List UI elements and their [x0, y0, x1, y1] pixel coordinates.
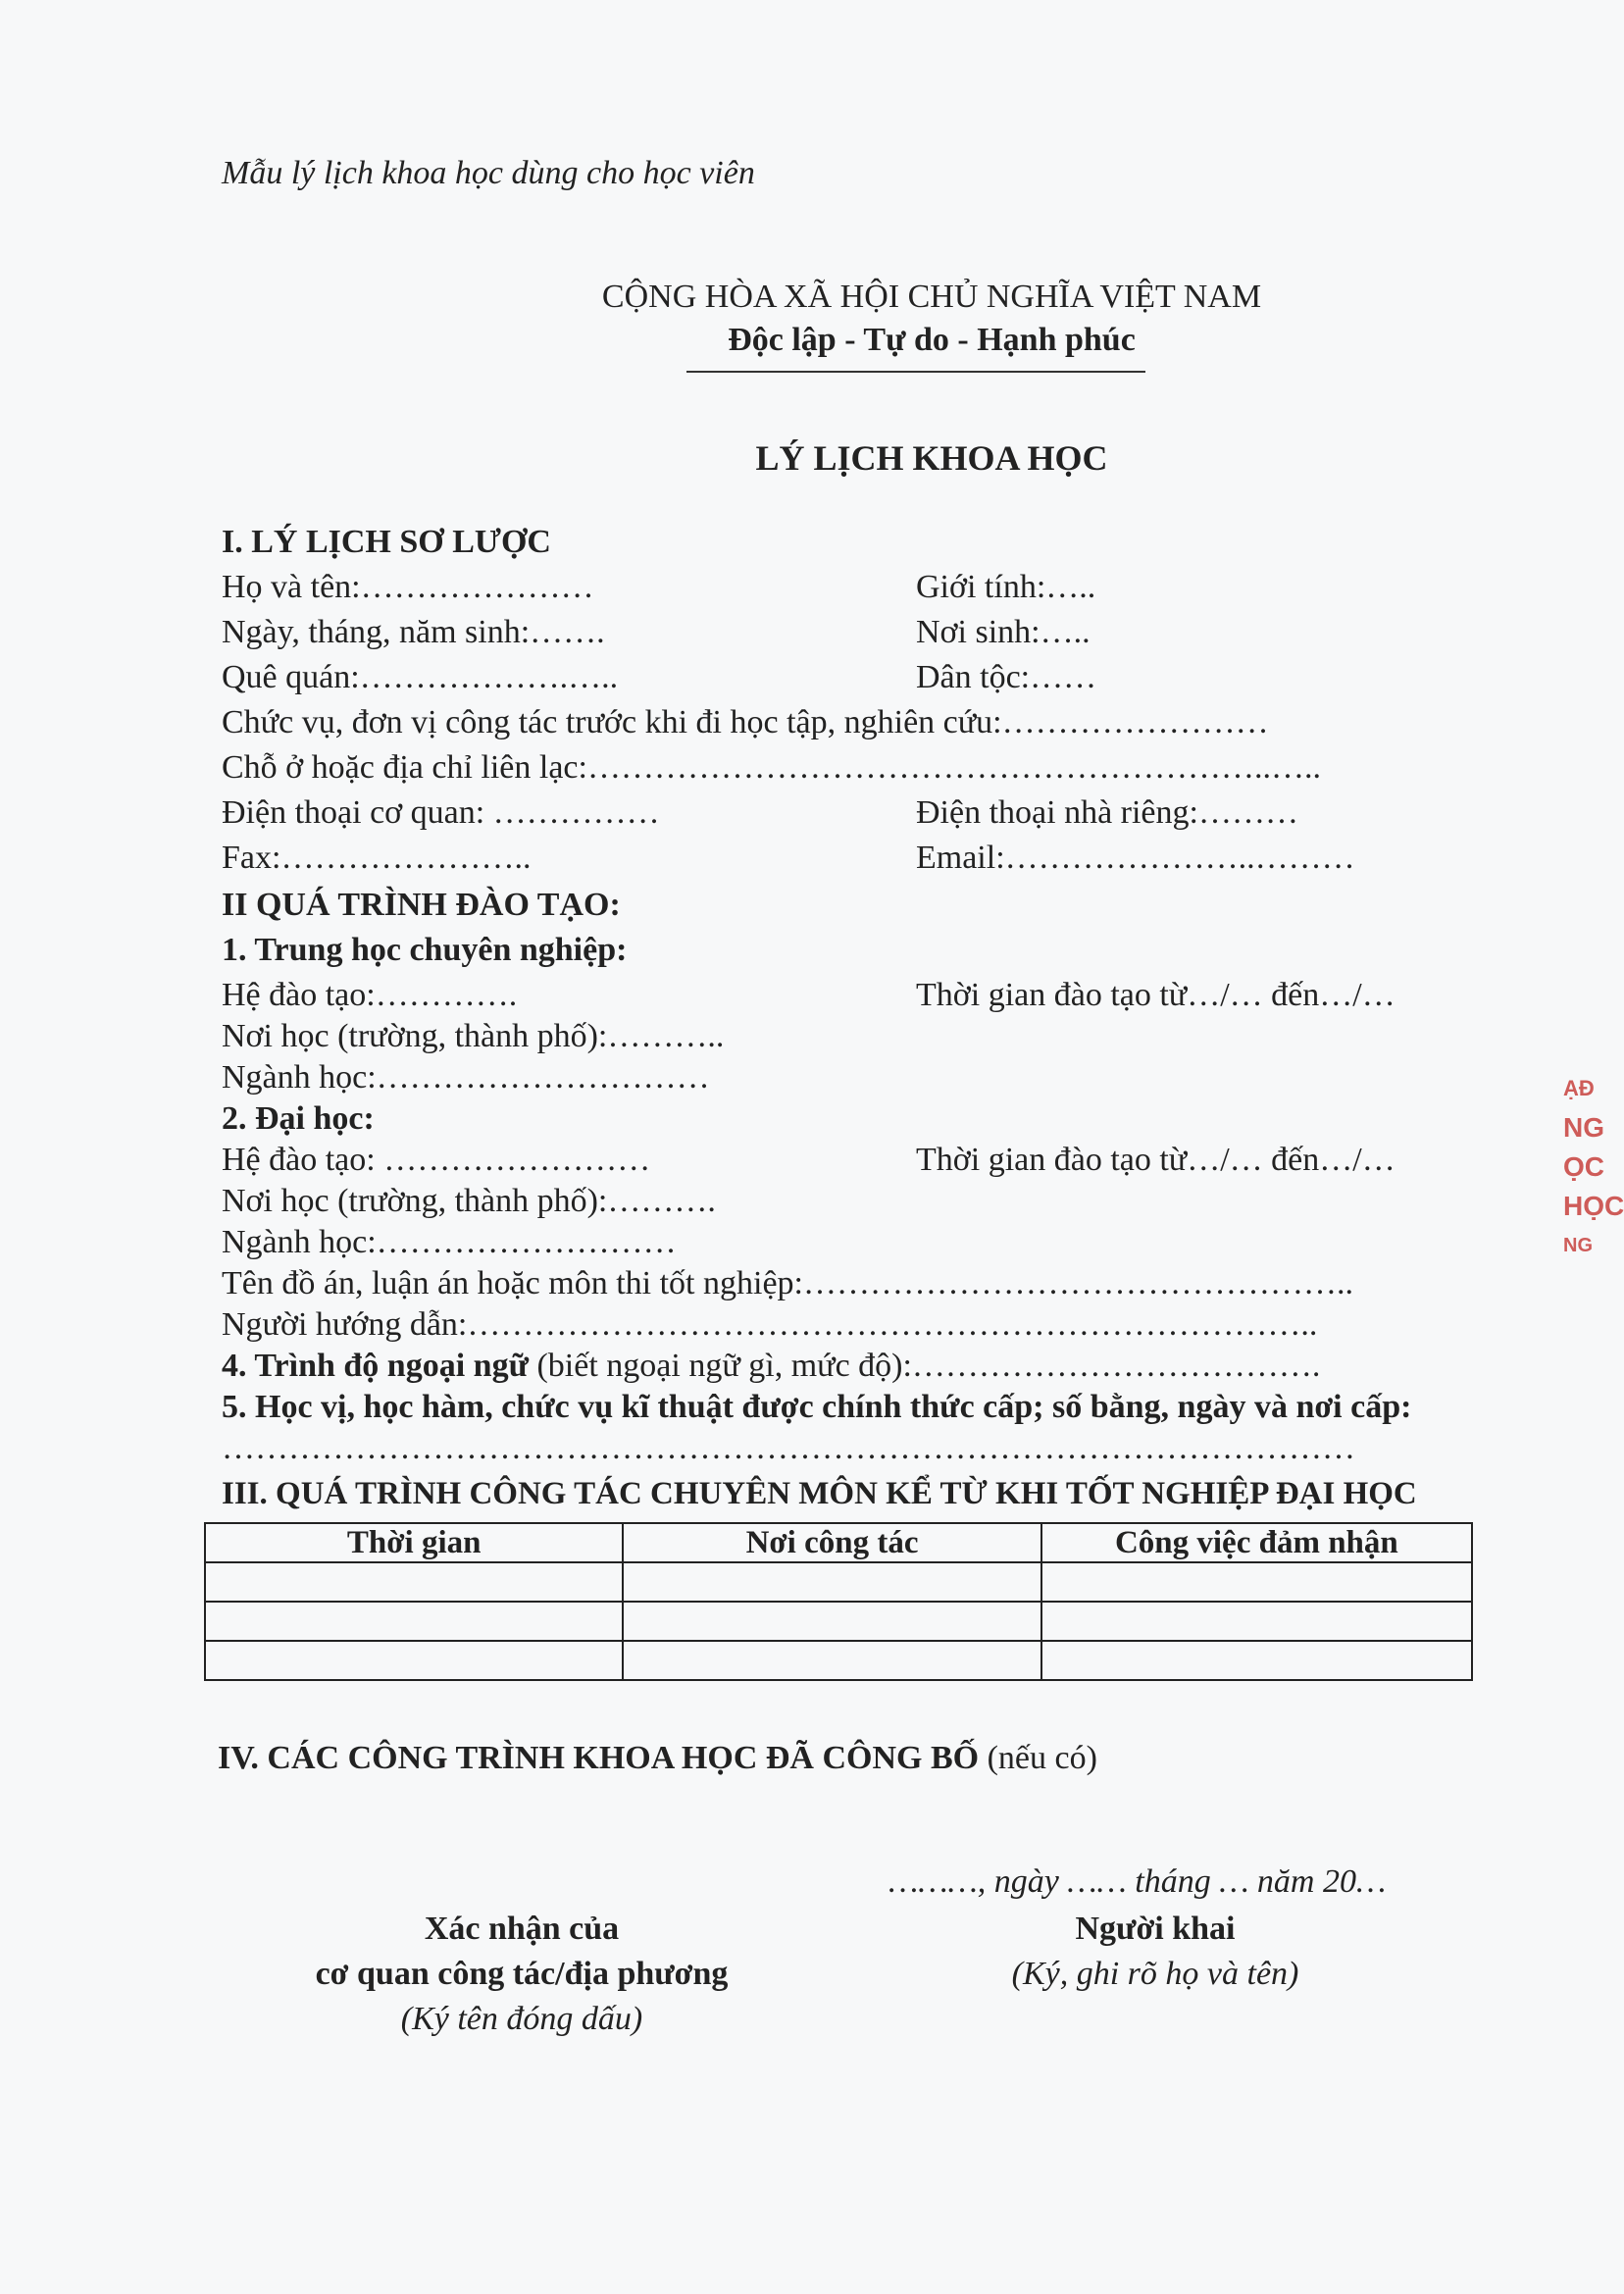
table-row [205, 1562, 1472, 1602]
stamp-text: HỌC [1563, 1191, 1624, 1221]
stamp-text: ẠĐ [1563, 1076, 1595, 1100]
vocational-heading: 1. Trung học chuyên nghiệp: [222, 932, 628, 968]
vocational-period-field: Thời gian đào tạo từ…/… đến…/… [916, 977, 1396, 1013]
confirmation-note: (Ký tên đóng dấu) [400, 2001, 643, 2037]
table-cell [205, 1562, 623, 1602]
degree-dots: ………………………………………………………………………………………… [222, 1430, 1355, 1466]
university-period-field: Thời gian đào tạo từ…/… đến…/… [916, 1142, 1396, 1178]
table-cell [1041, 1641, 1472, 1680]
motto-underline [686, 371, 1145, 373]
vocational-major-field: Ngành học:………………………… [222, 1059, 710, 1096]
address-field: Chỗ ở hoặc địa chỉ liên lạc:……………………………………………………..….. [222, 749, 1321, 786]
full-name-field: Họ và tên:………………… [222, 569, 594, 605]
section-4-heading: IV. CÁC CÔNG TRÌNH KHOA HỌC ĐÃ CÔNG BỐ [218, 1740, 980, 1776]
vocational-system-field: Hệ đào tạo:…………. [222, 977, 518, 1013]
position-field: Chức vụ, đơn vị công tác trước khi đi học tập, nghiên cứu:…………………… [222, 704, 1269, 740]
column-workplace: Nơi công tác [623, 1523, 1040, 1562]
university-heading: 2. Đại học: [222, 1100, 375, 1137]
table-cell [623, 1641, 1040, 1680]
birth-place-field: Nơi sinh:….. [916, 614, 1091, 650]
gender-field: Giới tính:….. [916, 569, 1096, 605]
work-history-table [204, 1522, 1473, 1681]
email-field: Email:…………………..……… [916, 840, 1355, 876]
declarant-title: Người khai [1075, 1911, 1236, 1947]
stamp-text: NG [1563, 1112, 1604, 1143]
table-cell [1041, 1602, 1472, 1641]
table-cell [205, 1641, 623, 1680]
stamp-text: ỌC [1563, 1151, 1604, 1182]
table-header-row [205, 1523, 1472, 1562]
signature-date-line: ………, ngày …… tháng … năm 20… [888, 1863, 1387, 1900]
foreign-language-field [222, 1344, 1320, 1389]
university-system-field: Hệ đào tạo: …………………… [222, 1142, 651, 1178]
column-duties: Công việc đảm nhận [1041, 1523, 1472, 1562]
home-phone-field: Điện thoại nhà riêng:……… [916, 794, 1298, 831]
column-time: Thời gian [205, 1523, 623, 1562]
table-cell [623, 1562, 1040, 1602]
section-4-heading-line [218, 1736, 1097, 1781]
table-row [205, 1641, 1472, 1680]
table-cell [1041, 1562, 1472, 1602]
birth-date-field: Ngày, tháng, năm sinh:……. [222, 614, 605, 650]
foreign-language-label: 4. Trình độ ngoại ngữ [222, 1348, 529, 1384]
supervisor-field: Người hướng dẫn:………………………………………………………………….. [222, 1306, 1318, 1343]
hometown-field: Quê quán:……………….….. [222, 659, 619, 695]
confirmation-title: Xác nhận của [424, 1911, 620, 1947]
table-row [205, 1602, 1472, 1641]
university-school-field: Nơi học (trường, thành phố):………. [222, 1183, 716, 1219]
nation-name: CỘNG HÒA XÃ HỘI CHỦ NGHĨA VIỆT NAM [601, 279, 1262, 315]
nation-motto: Độc lập - Tự do - Hạnh phúc [728, 322, 1136, 358]
degree-field: 5. Học vị, học hàm, chức vụ kĩ thuật được chính thức cấp; số bằng, ngày và nơi cấp: [222, 1389, 1412, 1425]
red-stamp-fragment [1563, 1069, 1624, 1314]
form-template-note: Mẫu lý lịch khoa học dùng cho học viên [222, 155, 755, 191]
university-major-field: Ngành học:……………………… [222, 1224, 677, 1260]
office-phone-field: Điện thoại cơ quan: …………… [222, 794, 660, 831]
foreign-language-detail: (biết ngoại ngữ gì, mức độ):………………………………. [528, 1348, 1321, 1384]
declarant-note: (Ký, ghi rõ họ và tên) [1011, 1956, 1299, 1992]
section-4-note: (nếu có) [979, 1740, 1097, 1776]
vocational-school-field: Nơi học (trường, thành phố):……….. [222, 1018, 725, 1054]
ethnicity-field: Dân tộc:…… [916, 659, 1097, 695]
fax-field: Fax:………………….. [222, 840, 532, 876]
section-2-heading: II QUÁ TRÌNH ĐÀO TẠO: [222, 887, 621, 923]
section-3-heading: III. QUÁ TRÌNH CÔNG TÁC CHUYÊN MÔN KỂ TỪ KHI TỐT NGHIỆP ĐẠI HỌC [222, 1476, 1417, 1511]
table-cell [205, 1602, 623, 1641]
table-cell [623, 1602, 1040, 1641]
document-title: LÝ LỊCH KHOA HỌC [755, 438, 1108, 478]
stamp-text: NG [1563, 1235, 1593, 1256]
confirmation-agency: cơ quan công tác/địa phương [315, 1956, 729, 1992]
section-1-heading: I. LÝ LỊCH SƠ LƯỢC [222, 524, 551, 560]
thesis-title-field: Tên đồ án, luận án hoặc môn thi tốt nghiệp:………………………………………….. [222, 1265, 1353, 1301]
